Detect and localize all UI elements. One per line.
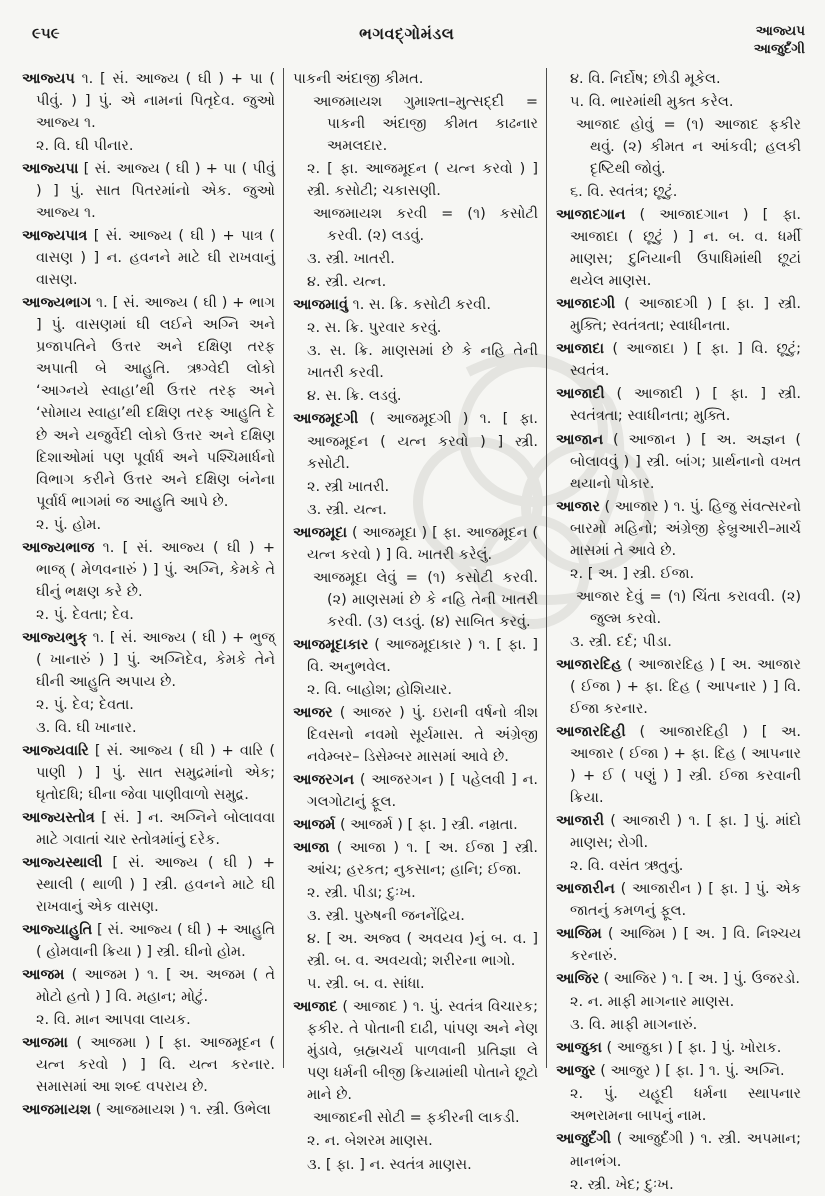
headword: આજ્યસ્થાલી	[22, 855, 103, 872]
headword: આજ્યવારિ	[22, 742, 89, 759]
headword: આજમૂદા	[293, 524, 348, 541]
dictionary-entry: આજાદી ( આજાદી ) [ ફા. ] સ્ત્રી. સ્વતંત્રતા; સ્વાધીનતા; મુક્તિ.	[556, 386, 801, 425]
headword: આજ્યપાત્ર	[22, 228, 88, 245]
dictionary-entry: આજુર્દંગી ( આજુર્દંગી ) ૧. સ્ત્રી. અપમાન; માનભંગ.	[556, 1131, 801, 1170]
headword: આજુર્દંગી	[556, 1131, 611, 1148]
sense-line: ૩. સ. ક્રિ. માણસમાં છે કે નહિ તેની ખાતરી કરવી.	[307, 343, 538, 382]
dictionary-entry: આજારીન ( આજારીન ) [ ફા. ] પું. એક જાતનું કમળનું ફૂલ.	[556, 881, 801, 920]
headword: આજાદા	[556, 341, 605, 358]
sense-line: ૨. સ્ત્રી. પીડા; દુઃખ.	[307, 885, 416, 902]
sense-line: ૨. પું. દેવતા; દેવ.	[36, 606, 134, 623]
headword: આજુકા	[556, 1040, 602, 1057]
running-head-first-word: આજ્યપ	[755, 23, 805, 39]
headword: આજમાયશ	[22, 1102, 92, 1119]
sense-line: ૩. સ્ત્રી. યત્ન.	[307, 501, 387, 518]
headword: આજર	[293, 704, 333, 721]
dictionary-entry: આજારદિહી ( આજારદિહી ) [ અ. આજાર ( ઈજા ) + ફા. દિહ ( આપનાર ) + ઈ ( પણું ) ] સ્ત્રી. ઈજા કરવાની ક્રિયા.	[556, 723, 801, 806]
headword: આજુર	[556, 1063, 596, 1080]
sense-line: ૩. વિ. માફી માગનારું.	[570, 1017, 698, 1034]
headword: આજ્યસ્તોત્ર	[22, 810, 95, 827]
dictionary-entry: આજુકા ( આજુકા ) [ ફા. ] પું. ખોરાક.	[556, 1040, 782, 1057]
dictionary-entry: આજાદા ( આજાદા ) [ ફા. ] વિ. છૂટું; સ્વતંત્ર.	[556, 341, 801, 380]
running-head	[754, 22, 809, 58]
sense-line: ૨. વિ. બાહોશ; હોશિયાર.	[307, 681, 452, 698]
headword: આજાદગી	[556, 296, 616, 313]
headword: આજ્યભાજ	[22, 539, 95, 556]
headword: આજરગન	[293, 771, 355, 788]
dictionary-entry: આજરગન ( આજરગન ) [ પહેલવી ] ન. ગલગોટાનું ફૂલ.	[293, 771, 538, 810]
headword: આજાદી	[556, 386, 605, 403]
idiom-line: આજાદ હોવું = (૧) આજાદ ફકીર થવું. (૨) કીમત ન આંકવી; હલકી દૃષ્ટિથી જોવું.	[576, 117, 801, 178]
sense-line: ૨. વિ. ઘી પીનાર.	[36, 138, 134, 155]
headword: આજર્મ	[293, 817, 336, 834]
sense-line: ૩. વિ. ઘી ખાનાર.	[36, 719, 137, 736]
idiom-line: આજાર દેવું = (૧) ચિંતા કરાવવી. (૨) જુલ્મ કરવો.	[576, 588, 801, 627]
sense-line: ૩. સ્ત્રી. દર્દ; પીડા.	[570, 633, 672, 650]
headword: આજાદ	[293, 999, 338, 1016]
sense-line: ૨. સ. ક્રિ. પુરવાર કરવું.	[307, 320, 442, 337]
dictionary-entry: આજમાવું ૧. સ. ક્રિ. કસોટી કરવી.	[293, 297, 491, 314]
headword: આજ્યાહુતિ	[22, 922, 93, 939]
dictionary-entry: આજમૂદાકાર ( આજમૂદાકાર ) ૧. [ ફા. ] વિ. અનુભવેલ.	[293, 636, 538, 675]
headword: આજ્યભાગ	[22, 295, 92, 312]
dictionary-entry: આજ્યસ્તોત્ર [ સં. ] ન. અગ્નિને બોલાવવા માટે ગવાતાં ચાર સ્તોત્રમાંનું દરેક.	[22, 810, 275, 849]
dictionary-entry: આજમાયશ ( આજમાયશ ) ૧. સ્ત્રી. ઉભેલા	[22, 1102, 271, 1119]
idiom-line: આજમૂદા લેવું = (૧) કસોટી કરવી. (૨) માણસમાં છે કે નહિ તેની ખાતરી કરવી. (૩) લડવું. (૪) સાબિત કરવું.	[313, 569, 538, 630]
headword: આજમૂદાકાર	[293, 636, 369, 653]
sense-line: ૨. વિ. માન આપવા લાયક.	[36, 1012, 191, 1029]
headword: આજારદિહ	[556, 656, 622, 673]
headword: આજારીન	[556, 881, 615, 898]
column-1	[20, 68, 283, 1119]
idiom-line: આજમાયશ ગુમાશ્તા–મુત્સદ્દી = પાકની અંદાજી કીમત કાઢનાર અમલદાર.	[313, 94, 538, 155]
dictionary-entry: આજ્યપા [ સં. આજ્ય ( ઘી ) + પા ( પીવું ) ] પું. સાત પિતરમાંનો એક. જુઓ આજ્ય ૧.	[22, 161, 275, 222]
dictionary-entry: આજા ( આજા ) ૧. [ અ. ઈજા ] સ્ત્રી. આંચ; હરકત; નુકસાન; હાનિ; ઈજા.	[293, 840, 538, 879]
headword: આજારી	[556, 813, 605, 830]
dictionary-entry: આજારદિહ ( આજારદિહ ) [ અ. આજાર ( ઈજા ) + ફા. દિહ ( આપનાર ) ] વિ. ઈજા કરનાર.	[556, 656, 801, 717]
headword: આજમા	[22, 1035, 68, 1052]
headword: આજિર	[556, 971, 599, 988]
dictionary-entry: આજમ ( આજમ ) ૧. [ અ. અજમ ( તે મોટો હતો ) ] વિ. મહાન; મોટું.	[22, 967, 275, 1006]
sense-line: ૨. પું. દેવ; દેવતા.	[36, 696, 134, 713]
idiom-line: આજમાયશ કરવી = (૧) કસોટી કરવી. (૨) લડવું.	[313, 206, 538, 245]
headword: આજાર	[556, 498, 600, 515]
headword: આજાન	[556, 431, 604, 448]
sense-line: ૬. વિ. સ્વતંત્ર; છૂટું.	[570, 184, 678, 201]
headword: આજાદગાન	[556, 207, 626, 224]
sense-line: ૪. સ્ત્રી. યત્ન.	[307, 274, 387, 291]
dictionary-entry: આજાન ( આજાન ) [ અ. અજ્ઞન ( બોલાવવું ) ] સ્ત્રી. બાંગ; પ્રાર્થનાનો વખત થયાનો પોકાર.	[556, 431, 801, 492]
sense-line: ૨. પું. યહૂદી ધર્મના સ્થાપનાર અભરામના બાપનું નામ.	[570, 1086, 801, 1125]
dictionary-entry: આજાદગાન ( આજાદગાન ) [ ફા. આજાદા ( છૂટું ) ] ન. બ. વ. ધર્મી માણસ; દુનિયાની ઉપાધિમાંથી છૂટાં થયેલ માણસ.	[556, 207, 801, 290]
page-number: ૯૫૯	[32, 24, 60, 42]
sense-line: ૨. પું. હોમ.	[36, 516, 102, 533]
running-head-last-word: આજુર્દંગી	[753, 41, 805, 58]
dictionary-entry: આજ્યભાગ ૧. [ સં. આજ્ય ( ઘી ) + ભાગ ] પું. વાસણમાં ઘી લઈને અગ્નિ અને પ્રજાપતિને ઉત્તર અને દક્ષિણ તરફ અપાતી બે આહુતિ. ઋગ્વેદી લોકો ‘આગ્નયે સ્વાહા’થી ઉત્તર તરફ અને ‘સોમાય સ્વાહા’થી દક્ષિણ તરફ આહુતિ દે છે અને યજુર્વેદી લોકો ઉત્તર અને દક્ષિણ દિશાઓમાં પણ પૂર્વાર્ધ અને પશ્ચિમાર્ધનો વિભાગ કરીને ઉત્તર અને દક્ષિણ બંનેના પૂર્વાર્ધ ભાગમાં જ આહુતિ આપે છે.	[22, 295, 275, 510]
sense-line: ૨. [ અ. ] સ્ત્રી. ઈજા.	[570, 565, 695, 582]
headword: આજ્યભુક્	[22, 629, 88, 646]
dictionary-entry: આજ્યવારિ [ સં. આજ્ય ( ઘી ) + વારિ ( પાણી ) ] પું. સાત સમુદ્રમાંનો એક; ઘૃતોદધિ; ઘીના જેવા પાણીવાળો સમુદ્ર.	[22, 742, 275, 803]
sense-line: ૨. ન. માફી માગનાર માણસ.	[570, 994, 735, 1011]
dictionary-entry: આજુર ( આજુર ) [ ફા. ] ૧. પું. અગ્નિ.	[556, 1063, 785, 1080]
headword: આજમૂદગી	[293, 411, 359, 428]
dictionary-entry: આજ્યપાત્ર [ સં. આજ્ય ( ઘી ) + પાત્ર ( વાસણ ) ] ન. હવનને માટે ઘી રાખવાનું વાસણ.	[22, 228, 275, 289]
sense-line: ૪. સ. ક્રિ. લડવું.	[307, 388, 402, 405]
dictionary-entry: આજાદ ( આજાદ ) ૧. પું. સ્વતંત્ર વિચારક; ફકીર. તે પોતાની દાઢી, પાંપણ અને નેણ મુંડાવે, બ્રહ્મચર્ય પાળવાની પ્રતિજ્ઞા લે પણ ધર્મની બીજી ક્રિયામાંથી પોતાને છૂટો માને છે.	[293, 999, 538, 1104]
sense-line: ૩. [ ફા. ] ન. સ્વતંત્ર માણસ.	[307, 1156, 472, 1173]
headword: આજા	[293, 840, 330, 857]
dictionary-entry: આજિમ ( આજિમ ) [ અ. ] વિ. નિશ્ચય કરનારું.	[556, 926, 801, 965]
sense-line: ૪. વિ. નિર્દોષ; છોડી મૂકેલ.	[570, 71, 721, 87]
dictionary-entry: આજાદગી ( આજાદગી ) [ ફા. ] સ્ત્રી. મુક્તિ; સ્વતંત્રતા; સ્વાધીનતા.	[556, 296, 801, 335]
column-2	[283, 68, 546, 1173]
headword: આજિમ	[556, 926, 602, 943]
headword: આજમાવું	[293, 297, 348, 314]
continuation-line: પાકની અંદાજી કીમત.	[293, 71, 424, 87]
sense-line: ૨. વિ. વસંત ઋતુનું.	[570, 858, 684, 875]
dictionary-entry: આજિર ( આજિર ) ૧. [ અ. ] પું. ઉજરડો.	[556, 971, 800, 988]
dictionary-entry: આજર્મ ( આજર્મ ) [ ફા. ] સ્ત્રી. નમ્રતા.	[293, 817, 518, 834]
sense-line: ૫. સ્ત્રી. બ. વ. સાંધા.	[307, 976, 425, 993]
idiom-line: આજાદની સોટી = ફકીરની લાકડી.	[313, 1110, 520, 1127]
book-title: ભગવદ્ગોમંડલ	[359, 24, 455, 43]
headword: આજ્યપ	[22, 71, 75, 87]
sense-line: ૨. સ્ત્રી. ખેદ; દુઃખ.	[570, 1176, 674, 1193]
dictionary-entry: આજ્યાહુતિ [ સં. આજ્ય ( ઘી ) + આહુતિ ( હોમવાની ક્રિયા ) ] સ્ત્રી. ઘીનો હોમ.	[22, 922, 275, 961]
sense-line: ૨. ન. બેશરમ માણસ.	[307, 1133, 433, 1150]
sense-line: ૫. વિ. ભારમાંથી મુક્ત કરેલ.	[570, 94, 734, 111]
dictionary-entry: આજમૂદા ( આજમૂદા ) [ ફા. આજમૂદન ( યત્ન કરવો ) ] વિ. ખાતરી કરેલું.	[293, 524, 538, 563]
sense-line: ૨. સ્ત્રી ખાતરી.	[307, 478, 390, 495]
headword: આજારદિહી	[556, 723, 626, 740]
sense-line: ૩. સ્ત્રી. પુરુષની જનનેંદ્રિય.	[307, 908, 465, 925]
page-header	[20, 22, 809, 66]
dictionary-entry: આજાર ( આજાર ) ૧. પું. હિજુ સંવત્સરનો બારમો મહિનો; અંગ્રેજી ફેબ્રુઆરી–માર્ચ માસમાં તે આવે છે.	[556, 498, 801, 559]
dictionary-entry: આજ્યપ ૧. [ સં. આજ્ય ( ઘી ) + પા ( પીવું. ) ] પું. એ નામનાં પિતૃદેવ. જુઓ આજ્ય ૧.	[22, 71, 275, 132]
dictionary-entry: આજમા ( આજમા ) [ ફા. આજમૂદન ( યત્ન કરવો ) ] વિ. યત્ન કરનાર. સમાસમાં આ શબ્દ વપરાય છે.	[22, 1035, 275, 1096]
dictionary-entry: આજર ( આજર ) પું. ઇરાની વર્ષનો ત્રીશ દિવસનો નવમો સૂર્યમાસ. તે અંગ્રેજી નવેમ્બર– ડિસેમ્બર માસમાં આવે છે.	[293, 704, 538, 765]
headword: આજ્યપા	[22, 161, 79, 178]
dictionary-entry: આજ્યસ્થાલી [ સં. આજ્ય ( ઘી ) + સ્થાલી ( થાળી ) ] સ્ત્રી. હવનને માટે ઘી રાખવાનું એક વાસણ.	[22, 855, 275, 916]
sense-line: ૩. સ્ત્રી. ખાતરી.	[307, 251, 395, 268]
sense-line: ૨. [ ફા. આજમૂદન ( યત્ન કરવો ) ] સ્ત્રી. કસોટી; ચકાસણી.	[307, 161, 538, 200]
dictionary-entry: આજ્યભાજ ૧. [ સં. આજ્ય ( ઘી ) + ભાજ્ ( મેળવનારું ) ] પું. અગ્નિ, કેમકે તે ઘીનું ભક્ષણ કરે છે.	[22, 539, 275, 600]
dictionary-entry: આજમૂદગી ( આજમૂદગી ) ૧. [ ફા. આજમૂદન ( યત્ન કરવો ) ] સ્ત્રી. કસોટી.	[293, 411, 538, 472]
dictionary-entry: આજારી ( આજારી ) ૧. [ ફા. ] પું. માંદો માણસ; રોગી.	[556, 813, 801, 852]
sense-line: ૪. [ અ. અજ્વ ( અવયવ )નું બ. વ. ] સ્ત્રી. બ. વ. અવયવો; શરીરના ભાગો.	[307, 931, 538, 970]
column-3	[546, 68, 809, 1193]
headword: આજમ	[22, 967, 65, 984]
dictionary-entry: આજ્યભુક્ ૧. [ સં. આજ્ય ( ઘી ) + ભુજ્ ( ખાનારું ) ] પું. અગ્નિદેવ, કેમકે તેને ઘીની આહુતિ અપાય છે.	[22, 629, 275, 690]
text-columns	[20, 68, 809, 1193]
